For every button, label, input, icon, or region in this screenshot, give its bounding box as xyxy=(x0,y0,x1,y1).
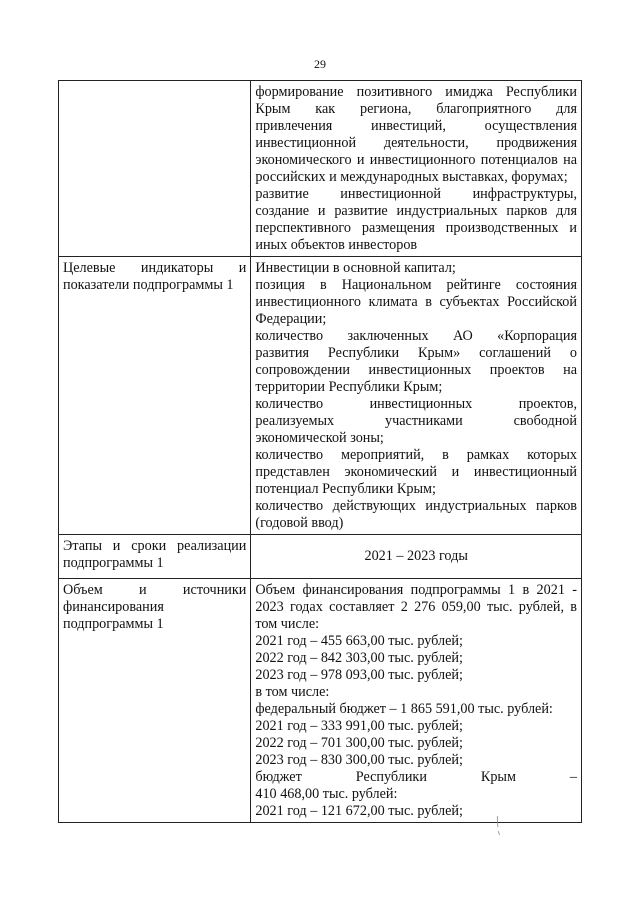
text-line: Крым как региона, благоприятного для xyxy=(255,101,577,117)
row-label-line: подпрограммы 1 xyxy=(63,555,164,571)
text-line: федеральный бюджет – 1 865 591,00 тыс. рублей: xyxy=(255,701,553,717)
text-line: создание и развитие индустриальных парков для xyxy=(255,203,577,219)
text-line: позиция в Национальном рейтинге состояния xyxy=(255,277,577,293)
text-line: 2021 год – 121 672,00 тыс. рублей; xyxy=(255,803,463,819)
text-line: развитие инвестиционной инфраструктуры, xyxy=(255,186,577,202)
table-row xyxy=(59,535,582,579)
text-line: территории Республики Крым; xyxy=(255,379,443,395)
row-label-line: подпрограммы 1 xyxy=(63,616,164,632)
text-line: Инвестиции в основной капитал; xyxy=(255,260,456,276)
row-content-cell xyxy=(251,81,582,257)
implementation-period: 2021 – 2023 годы xyxy=(364,548,468,564)
text-line: представлен экономический и инвестиционный xyxy=(255,464,577,480)
text-line: (годовой ввод) xyxy=(255,515,344,531)
text-line: 2023 год – 978 093,00 тыс. рублей; xyxy=(255,667,463,683)
row-label-line: финансирования xyxy=(63,599,164,615)
text-line: привлечения инвестиций, осуществления xyxy=(255,118,577,134)
row-label-line: показатели подпрограммы 1 xyxy=(63,277,234,293)
text-line: количество инвестиционных проектов, xyxy=(255,396,577,412)
text-line: потенциал Республики Крым; xyxy=(255,481,436,497)
row-content-cell xyxy=(251,257,582,535)
text-line: инвестиционной деятельности, продвижения xyxy=(255,135,577,151)
text-line: экономической зоны; xyxy=(255,430,384,446)
row-content-cell xyxy=(251,535,582,579)
text-line: перспективного размещения производственных и xyxy=(255,220,577,236)
row-label-line: Объем и источники xyxy=(63,582,247,598)
text-line: 410 468,00 тыс. рублей: xyxy=(255,786,398,802)
row-label-cell xyxy=(59,257,251,535)
text-line: российских и международных выставках, форумах; xyxy=(255,169,568,185)
text-line: том числе: xyxy=(255,616,320,632)
text-line: 2023 годах составляет 2 276 059,00 тыс. рублей, в xyxy=(255,599,577,615)
text-line: инвестиционного климата в субъектах Российской xyxy=(255,294,577,310)
table-row xyxy=(59,579,582,823)
text-line: иных объектов инвесторов xyxy=(255,237,418,253)
text-line: количество действующих индустриальных парков xyxy=(255,498,577,514)
text-line: 2021 год – 455 663,00 тыс. рублей; xyxy=(255,633,463,649)
text-line: в том числе: xyxy=(255,684,330,700)
text-line: Объем финансирования подпрограммы 1 в 2021 - xyxy=(255,582,577,598)
table-row xyxy=(59,257,582,535)
text-line: количество мероприятий, в рамках которых xyxy=(255,447,577,463)
text-line: 2023 год – 830 300,00 тыс. рублей; xyxy=(255,752,463,768)
row-content-cell xyxy=(251,579,582,823)
text-line: формирование позитивного имиджа Республики xyxy=(255,84,577,100)
text-line: сопровождении инвестиционных проектов на xyxy=(255,362,577,378)
text-line: бюджет Республики Крым – xyxy=(255,769,577,785)
row-label-cell xyxy=(59,81,251,257)
table-row xyxy=(59,81,582,257)
row-label-cell xyxy=(59,579,251,823)
row-label-line: Этапы и сроки реализации xyxy=(63,538,247,554)
passport-table xyxy=(58,80,582,823)
text-line: 2022 год – 701 300,00 тыс. рублей; xyxy=(255,735,463,751)
page-number: 29 xyxy=(314,57,326,71)
text-line: экономического и инвестиционного потенциалов на xyxy=(255,152,577,168)
text-line: Федерации; xyxy=(255,311,327,327)
row-label-cell xyxy=(59,535,251,579)
text-line: реализуемых участниками свободной xyxy=(255,413,577,429)
text-line: 2021 год – 333 991,00 тыс. рублей; xyxy=(255,718,463,734)
text-line: 2022 год – 842 303,00 тыс. рублей; xyxy=(255,650,463,666)
row-label-line: Целевые индикаторы и xyxy=(63,260,247,276)
text-line: количество заключенных АО «Корпорация xyxy=(255,328,577,344)
text-line: развития Республики Крым» соглашений о xyxy=(255,345,577,361)
